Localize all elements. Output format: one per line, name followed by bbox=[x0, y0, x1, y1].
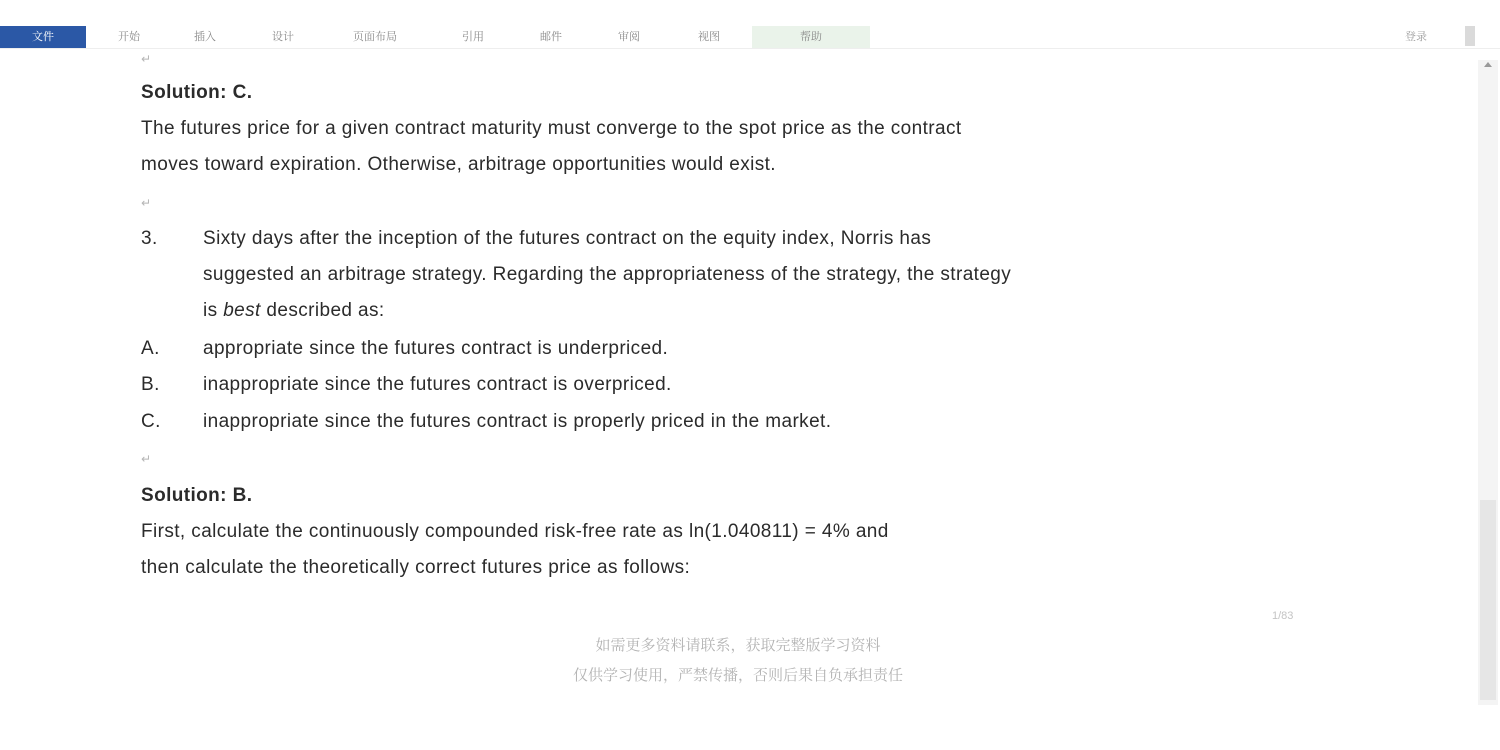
question-3-emphasis: best bbox=[223, 300, 261, 321]
question-3-text-pre: is bbox=[203, 300, 224, 321]
tab-home[interactable]: 开始 bbox=[118, 31, 140, 43]
solution-c-text-line-2: moves toward expiration. Otherwise, arbitrage opportunities would exist. bbox=[141, 154, 776, 175]
paragraph-mark: ↵ bbox=[141, 452, 152, 466]
ribbon-collapse-button[interactable] bbox=[1465, 26, 1475, 46]
vertical-scrollbar[interactable] bbox=[1478, 60, 1498, 705]
tab-insert[interactable]: 插入 bbox=[194, 31, 216, 43]
sign-in-link[interactable]: 登录 bbox=[1405, 31, 1427, 43]
tab-review[interactable]: 审阅 bbox=[618, 31, 640, 43]
ribbon-toolbar bbox=[0, 0, 1500, 49]
option-b-label: B. bbox=[141, 374, 160, 395]
option-b-text: inappropriate since the futures contract is overpriced. bbox=[203, 374, 672, 395]
solution-c-text-line-1: The futures price for a given contract maturity must converge to the spot price as the contract bbox=[141, 118, 962, 139]
tab-design[interactable]: 设计 bbox=[272, 31, 294, 43]
paragraph-mark: ↵ bbox=[141, 196, 152, 210]
question-3-text-line-3 bbox=[203, 300, 385, 322]
question-3-text-line-1: Sixty days after the inception of the futures contract on the equity index, Norris has bbox=[203, 228, 932, 249]
paragraph-mark: ↵ bbox=[141, 52, 152, 66]
footer-line-1: 如需更多资料请联系，获取完整版学习资料 bbox=[595, 637, 881, 654]
question-3-text-line-2: suggested an arbitrage strategy. Regarding the appropriateness of the strategy, the strategy bbox=[203, 264, 1012, 285]
option-a-label: A. bbox=[141, 338, 160, 359]
question-3-text-post: described as: bbox=[260, 300, 385, 321]
tab-mailings[interactable]: 邮件 bbox=[540, 31, 562, 43]
tab-references[interactable]: 引用 bbox=[462, 31, 484, 43]
tab-view[interactable]: 视图 bbox=[698, 31, 720, 43]
solution-b-heading: Solution: B. bbox=[141, 485, 253, 506]
solution-b-text-line-2: then calculate the theoretically correct futures price as follows: bbox=[141, 557, 691, 578]
solution-c-heading: Solution: C. bbox=[141, 82, 253, 103]
solution-b-text-line-1: First, calculate the continuously compounded risk-free rate as ln(1.040811) = 4% and bbox=[141, 521, 889, 542]
tab-layout[interactable]: 页面布局 bbox=[353, 31, 397, 43]
file-tab[interactable]: 文件 bbox=[0, 26, 86, 48]
page-number: 1/83 bbox=[1272, 610, 1294, 622]
option-c-text: inappropriate since the futures contract is properly priced in the market. bbox=[203, 411, 832, 432]
footer-line-2: 仅供学习使用，严禁传播，否则后果自负承担责任 bbox=[572, 667, 903, 684]
option-c-label: C. bbox=[141, 411, 161, 432]
question-3-number: 3. bbox=[141, 228, 158, 249]
scrollbar-thumb[interactable] bbox=[1480, 500, 1496, 700]
option-a-text: appropriate since the futures contract is underpriced. bbox=[203, 338, 669, 359]
tab-help[interactable]: 帮助 bbox=[752, 26, 870, 48]
scroll-up-icon[interactable] bbox=[1484, 62, 1492, 67]
